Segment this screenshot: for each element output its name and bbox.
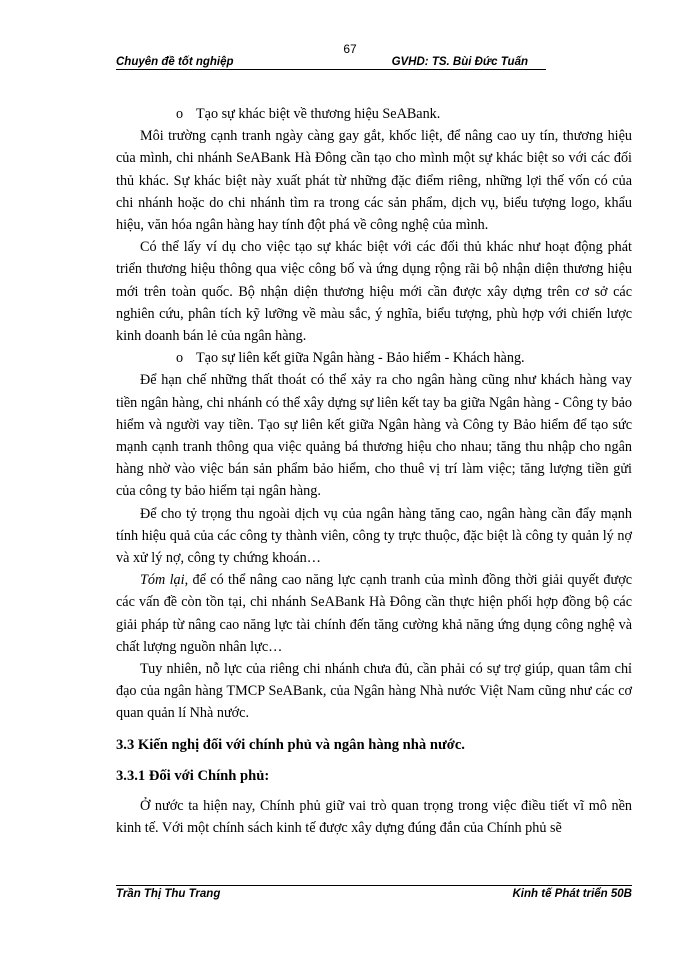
bullet-item <box>116 103 632 125</box>
paragraph: Tuy nhiên, nỗ lực của riêng chi nhánh chưa đủ, cần phải có sự trợ giúp, quan tâm chỉ đạo của ngân hàng TMCP SeABank, của Ngân hàng Nhà nước Việt Nam cũng như các cơ quan quản lí Nhà nước. <box>116 661 632 722</box>
bullet-text: Tạo sự liên kết giữa Ngân hàng - Bảo hiểm - Khách hàng. <box>196 350 525 367</box>
bullet-circle-icon: o <box>176 106 184 122</box>
paragraph: Môi trường cạnh tranh ngày càng gay gắt, khốc liệt, để nâng cao uy tín, thương hiệu của mình, chi nhánh SeABank Hà Đông cần tạo cho mình một sự khác biệt so với các đối thủ khác. Sự khác biệt này xuất phát từ những đặc điểm riêng, những lợi thế vốn có của chi nhánh hoặc do chi nhánh tìm ra trong các sản phẩm, dịch vụ, biểu tượng logo, khẩu hiệu, văn hóa ngân hàng hay tính đột phá về công nghệ của mình. <box>116 128 632 234</box>
paragraph: Để cho tỷ trọng thu ngoài dịch vụ của ngân hàng tăng cao, ngân hàng cần đẩy mạnh tính hiệu quả của các công ty thành viên, công ty trực thuộc, đặc biệt là công ty quản lý nợ và xử lý nợ, công ty chứng khoán… <box>116 505 632 567</box>
paragraph: Để hạn chế những thất thoát có thể xảy ra cho ngân hàng cũng như khách hàng vay tiền ngân hàng, chi nhánh có thể xây dựng sự liên kết tay ba giữa Ngân hàng - Công ty bảo hiểm và người vay tiền. Tạo sự liên kết giữa Ngân hàng và Công ty Bảo hiểm để tạo sức mạnh cạnh tranh thông qua việc quảng bá thương hiệu cho nhau; tăng thu nhập cho ngân hàng nhờ vào việc bán sản phẩm bảo hiểm, cho thuê vị trí làm việc; tăng lượng tiền gửi của công ty bảo hiểm tại ngân hàng. <box>116 372 632 500</box>
paragraph <box>116 569 632 658</box>
footer-class: Kinh tế Phát triển 50B <box>512 888 632 900</box>
page-footer <box>116 888 632 900</box>
header-advisor: GVHD: TS. Bùi Đức Tuấn <box>391 56 528 68</box>
paragraph-text: , để có thể nâng cao năng lực cạnh tranh của mình đồng thời giải quyết được các vấn đề còn tồn tại, chi nhánh SeABank Hà Đông cần thực hiện phối hợp đồng bộ các giải pháp từ nâng cao năng lực tài chính đến tăng cường khả năng ứng dụng công nghệ và chất lượng nguồn nhân lực… <box>116 572 633 655</box>
footer-author: Trần Thị Thu Trang <box>116 888 221 900</box>
emphasis-text: Tóm lại <box>140 572 185 589</box>
footer-divider <box>116 885 632 886</box>
header-title: Chuyên đề tốt nghiệp <box>116 56 234 68</box>
page-header <box>116 56 546 70</box>
section-heading: 3.3 Kiến nghị đối với chính phủ và ngân hàng nhà nước. <box>116 736 465 753</box>
bullet-item <box>116 347 632 369</box>
document-body <box>116 103 632 840</box>
paragraph: Ở nước ta hiện nay, Chính phủ giữ vai trò quan trọng trong việc điều tiết vĩ mô nền kinh tế. Với một chính sách kinh tế được xây dựng đúng đắn của Chính phủ sẽ <box>116 798 632 837</box>
bullet-circle-icon: o <box>176 350 184 367</box>
bullet-text: Tạo sự khác biệt về thương hiệu SeABank. <box>196 106 441 122</box>
paragraph: Có thể lấy ví dụ cho việc tạo sự khác biệt với các đối thủ khác như hoạt động phát triển thương hiệu thông qua việc công bố và ứng dụng rộng rãi bộ nhận diện thương hiệu mới trên toàn quốc. Bộ nhận diện thương hiệu mới cần được xây dựng trên cơ sở các nghiên cứu, phân tích kỹ lưỡng về màu sắc, ý nghĩa, biểu tượng, phù hợp với chiến lược kinh doanh bán lẻ của ngân hàng. <box>116 239 632 345</box>
subsection-heading: 3.3.1 Đối với Chính phủ: <box>116 767 270 784</box>
page-number: 67 <box>343 42 357 56</box>
